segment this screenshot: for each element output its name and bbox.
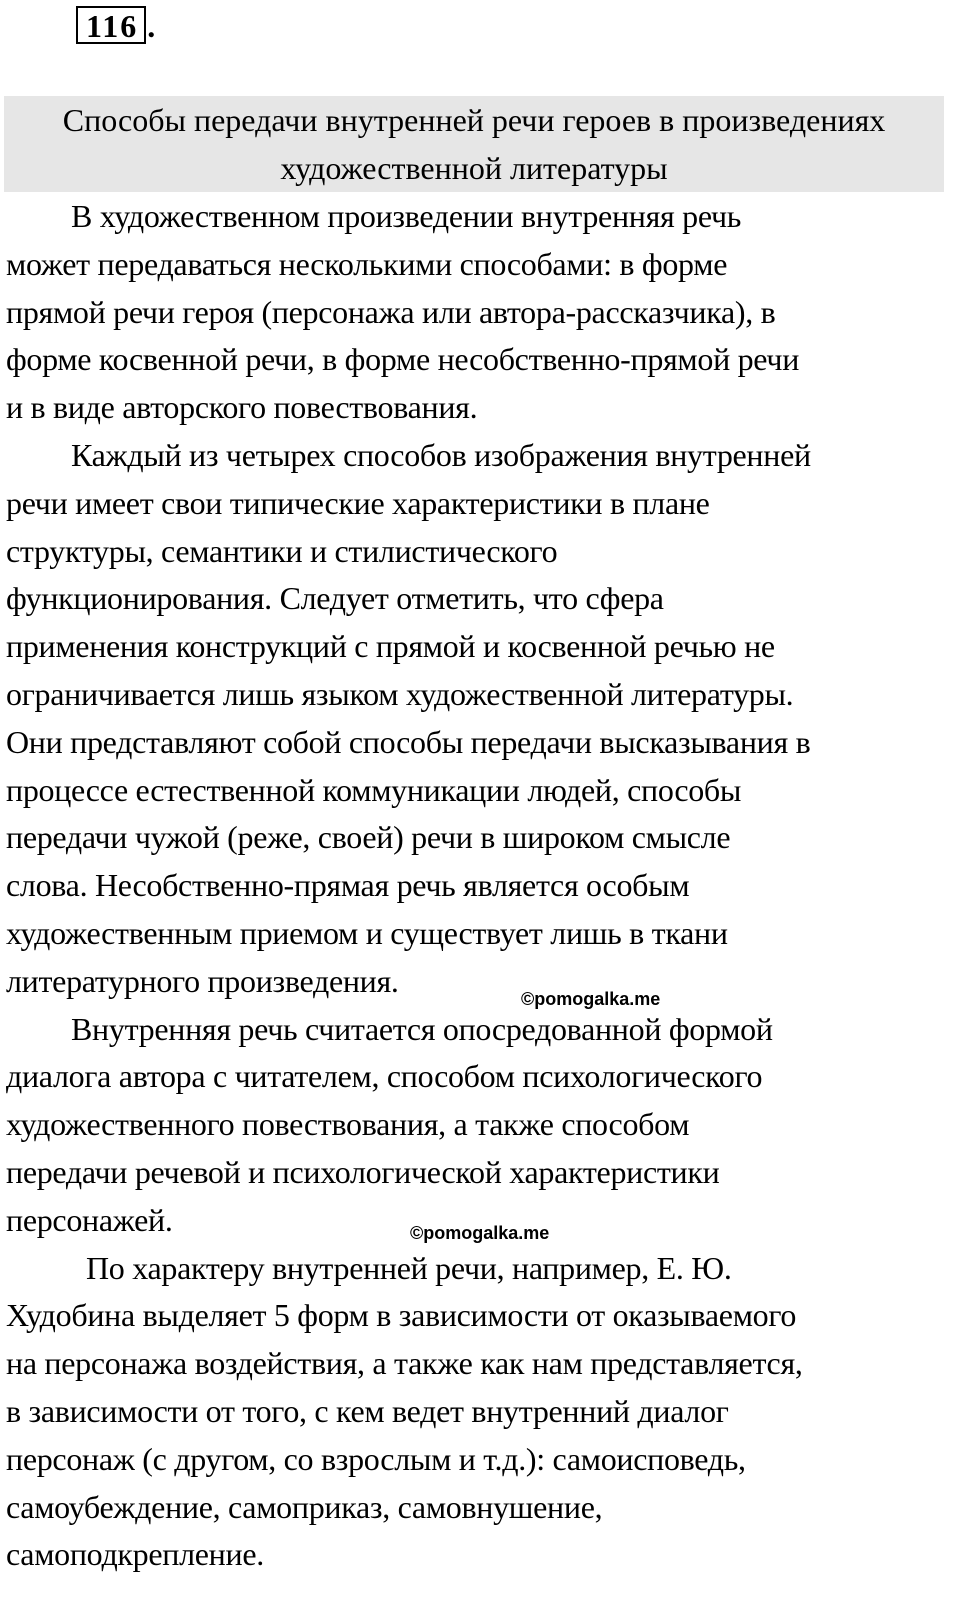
paragraph-line: Они представляют собой способы передачи высказывания в xyxy=(6,723,811,760)
paragraph-3 xyxy=(6,1006,942,1245)
paragraph-line: функционирования. Следует отметить, что сфера xyxy=(6,580,664,617)
watermark: ©pomogalka.me xyxy=(521,989,661,1009)
paragraph-line: применения конструкций с прямой и косвенной речью не xyxy=(6,628,775,665)
paragraph-line: ограничивается лишь языком художественной литературы. xyxy=(6,675,794,712)
section-title-line-1: Способы передачи внутренней речи героев в произведениях xyxy=(62,102,886,138)
paragraph-line: По характеру внутренней речи, например, Е. Ю. xyxy=(86,1249,732,1286)
paragraph-line: самоподкрепление. xyxy=(6,1536,264,1573)
section-title-line-2: художественной литературы xyxy=(280,150,668,186)
paragraph-line: В художественном произведении внутренняя речь xyxy=(71,198,742,234)
paragraph-line: и в виде авторского повествования. xyxy=(6,389,478,426)
paragraph-line: передачи чужой (реже, своей) речи в широком смысле xyxy=(6,819,731,856)
paragraph-line: литературного произведения. xyxy=(6,962,399,999)
body-text xyxy=(6,193,942,1579)
paragraph-line: форме косвенной речи, в форме несобственно-прямой речи xyxy=(6,341,800,378)
paragraph-line: диалога автора с читателем, способом психологического xyxy=(6,1058,763,1095)
paragraph-line: Каждый из четырех способов изображения внутренней xyxy=(71,436,811,473)
exercise-number-box: 116 xyxy=(76,6,146,44)
paragraph-line: слова. Несобственно-прямая речь является особым xyxy=(6,867,690,904)
paragraph-line: прямой речи героя (персонажа или автора-рассказчика), в xyxy=(6,293,776,330)
exercise-number xyxy=(76,4,155,44)
paragraph-line: речи имеет свои типические характеристики в плане xyxy=(6,484,710,521)
paragraph-line: может передаваться несколькими способами: в форме xyxy=(6,245,728,282)
paragraph-line: в зависимости от того, с кем ведет внутренний диалог xyxy=(6,1392,729,1429)
watermark: ©pomogalka.me xyxy=(410,1223,550,1243)
paragraph-line: самоубеждение, самоприказ, самовнушение, xyxy=(6,1488,603,1525)
paragraph-1 xyxy=(6,193,942,432)
exercise-number-dot: . xyxy=(147,8,156,44)
paragraph-line: Внутренняя речь считается опосредованной формой xyxy=(71,1010,773,1047)
paragraph-4 xyxy=(6,1245,942,1580)
paragraph-line: на персонажа воздействия, а также как нам представляется, xyxy=(6,1345,803,1382)
paragraph-line: структуры, семантики и стилистического xyxy=(6,532,558,569)
paragraph-line: Худобина выделяет 5 форм в зависимости от оказываемого xyxy=(6,1297,797,1334)
paragraph-line: процессе естественной коммуникации людей, способы xyxy=(6,771,742,808)
paragraph-line: персонаж (с другом, со взрослым и т.д.): самоисповедь, xyxy=(6,1440,746,1477)
paragraph-2 xyxy=(6,432,942,1006)
paragraph-line: персонажей. xyxy=(6,1201,173,1238)
section-title xyxy=(4,96,944,192)
paragraph-line: художественного повествования, а также способом xyxy=(6,1106,690,1143)
paragraph-line: художественным приемом и существует лишь в ткани xyxy=(6,914,728,951)
paragraph-line: передачи речевой и психологической характеристики xyxy=(6,1153,720,1190)
